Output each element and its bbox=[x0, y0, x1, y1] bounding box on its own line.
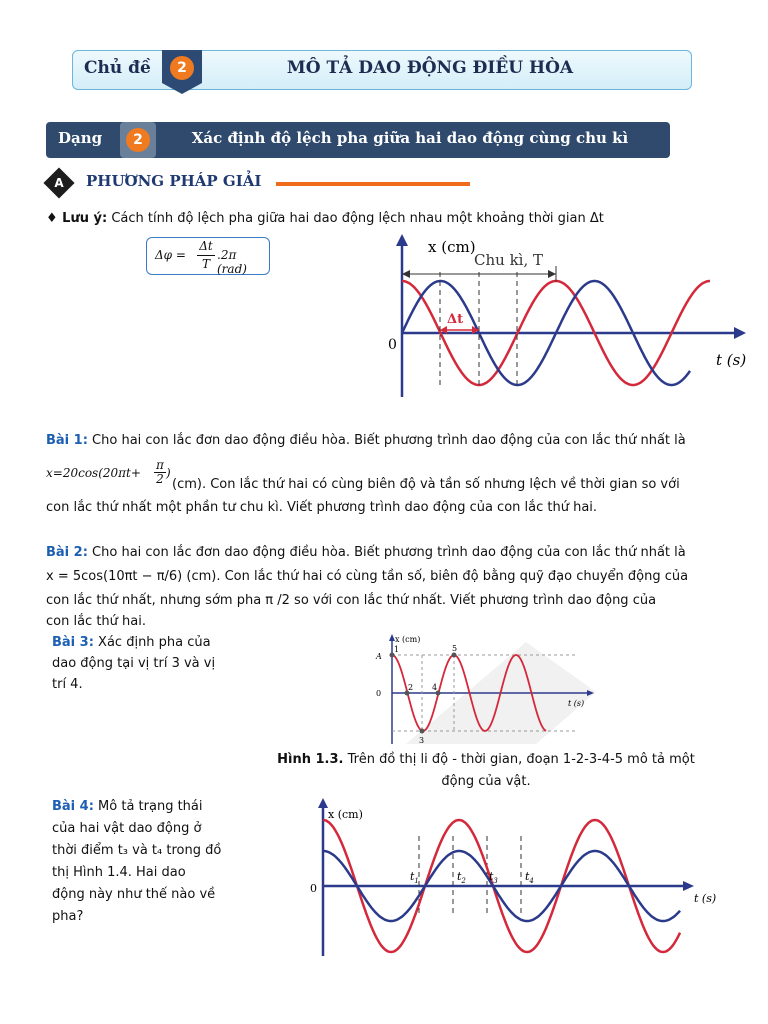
formula-fraction-bar bbox=[197, 255, 215, 256]
fig1-period-label: Chu kì, T bbox=[474, 251, 543, 269]
type-title: Xác định độ lệch pha giữa hai dao động cùng chu kì bbox=[191, 129, 629, 147]
topic-number: 2 bbox=[170, 56, 194, 80]
section-underline bbox=[276, 182, 470, 186]
problem-4-block bbox=[52, 796, 228, 928]
problem-1-eq-den: 2 bbox=[156, 472, 164, 486]
fig3-t3 bbox=[489, 870, 498, 885]
fig1-x-arrow-icon bbox=[734, 327, 746, 339]
formula-den: T bbox=[201, 257, 210, 271]
problem-2-text-4: con lắc thứ hai. bbox=[46, 614, 146, 629]
section-letter: A bbox=[54, 176, 64, 190]
problem-4-text-1: Mô tả trạng thái bbox=[93, 799, 203, 814]
fig2-point-3 bbox=[420, 729, 425, 734]
fig3-t4-base: t bbox=[525, 870, 530, 883]
problem-4-label: Bài 4: bbox=[52, 799, 94, 814]
problem-4-text-2: của hai vật dao động ở bbox=[52, 821, 202, 836]
figure-phase-shift bbox=[380, 232, 760, 402]
problem-4-text-5: động này như thế nào về bbox=[52, 887, 216, 902]
fig1-xlabel: t (s) bbox=[716, 351, 747, 369]
problem-3-line-1 bbox=[52, 632, 242, 653]
figure-1-3-caption-line-1 bbox=[256, 752, 716, 767]
fig3-t2 bbox=[457, 870, 466, 885]
problem-1-text-1: Cho hai con lắc đơn dao động điều hòa. Biết phương trình dao động của con lắc thứ nhất là bbox=[87, 433, 686, 448]
problem-3-text-3: trí 4. bbox=[52, 677, 83, 692]
problem-4-text-4: thị Hình 1.4. Hai dao bbox=[52, 865, 186, 880]
figure-1-3-caption-text-1: Trên đồ thị li độ - thời gian, đoạn 1-2-3-4-5 mô tả một bbox=[343, 752, 695, 767]
section-title: PHƯƠNG PHÁP GIẢI bbox=[86, 172, 262, 190]
problem-3-label: Bài 3: bbox=[52, 635, 94, 650]
problem-4-line-1 bbox=[52, 796, 228, 818]
fig1-period-arrow-right-icon bbox=[548, 270, 556, 278]
fig3-t3-sub: 3 bbox=[493, 877, 498, 885]
fig3-t2-base: t bbox=[457, 870, 462, 883]
fig3-t3-base: t bbox=[489, 870, 494, 883]
problem-2-text-2: x = 5cos(10πt − π/6) (cm). Con lắc thứ hai có cùng tần số, biên độ bằng quỹ đạo chuyển động của bbox=[46, 569, 689, 584]
problem-1-text-2: (cm). Con lắc thứ hai có cùng biên độ và tần số nhưng lệch về thời gian so với bbox=[172, 477, 680, 492]
fig2-label-2: 2 bbox=[408, 683, 414, 692]
fig3-xlabel: t (s) bbox=[694, 892, 717, 905]
fig2-ylabel: x (cm) bbox=[395, 635, 421, 644]
fig2-label-3: 3 bbox=[419, 736, 425, 745]
fig1-y-arrow-icon bbox=[396, 234, 408, 246]
fig3-t1-base: t bbox=[410, 870, 415, 883]
problem-4-text-3: thời điểm t₃ và t₄ trong đồ bbox=[52, 843, 222, 858]
fig3-t2-sub: 2 bbox=[461, 877, 466, 885]
phase-formula-box bbox=[146, 237, 270, 275]
problem-1-label: Bài 1: bbox=[46, 433, 88, 448]
problem-1-line-1 bbox=[46, 429, 724, 453]
problem-1-eq-pre: x=20cos(20πt+ bbox=[46, 466, 141, 480]
fig3-t1-sub: 1 bbox=[414, 877, 419, 885]
fig2-label-1: 1 bbox=[394, 645, 400, 654]
fig1-dt-label: Δt bbox=[447, 312, 464, 327]
fig2-label-5: 5 bbox=[452, 644, 458, 653]
problem-2-line-1 bbox=[46, 541, 724, 565]
type-label: Dạng bbox=[58, 129, 103, 147]
figure-1-3-caption-text-2: động của vật. bbox=[441, 774, 531, 789]
formula-num: Δt bbox=[199, 239, 213, 253]
fig3-t4-sub: 4 bbox=[529, 877, 534, 885]
fig3-t1 bbox=[410, 870, 419, 885]
figure-1-4 bbox=[300, 796, 730, 964]
problem-2-label: Bài 2: bbox=[46, 545, 88, 560]
problem-1-eq-num: π bbox=[156, 458, 164, 472]
topic-label: Chủ đề bbox=[84, 58, 151, 78]
formula-rhs: .2π (rad) bbox=[217, 248, 247, 276]
fig2-label-4: 4 bbox=[432, 683, 438, 692]
fig2-amp: A bbox=[376, 652, 382, 661]
fig2-point-5 bbox=[452, 653, 457, 658]
note-prefix: ♦ Lưu ý: bbox=[46, 211, 108, 226]
type-number: 2 bbox=[126, 128, 150, 152]
note-line bbox=[46, 211, 604, 226]
fig3-origin: 0 bbox=[310, 882, 317, 895]
fig3-ylabel: x (cm) bbox=[328, 808, 363, 821]
problem-2-text-1: Cho hai con lắc đơn dao động điều hòa. Biết phương trình dao động của con lắc thứ nhất là bbox=[87, 545, 686, 560]
problem-4-text-6: pha? bbox=[52, 909, 84, 924]
problem-3-block bbox=[52, 632, 242, 695]
problem-1-eq-post: ) bbox=[166, 466, 171, 480]
fig2-origin: 0 bbox=[376, 689, 382, 698]
formula-lhs: Δφ = bbox=[155, 248, 186, 262]
fig3-y-arrow-icon bbox=[318, 798, 328, 808]
fig1-ylabel: x (cm) bbox=[428, 238, 476, 256]
figure-1-3 bbox=[366, 632, 598, 748]
figure-1-3-caption-bold: Hình 1.3. bbox=[277, 752, 344, 767]
fig3-t4 bbox=[525, 870, 534, 885]
topic-title: MÔ TẢ DAO ĐỘNG ĐIỀU HÒA bbox=[286, 58, 574, 78]
fig3-x-arrow-icon bbox=[683, 881, 694, 891]
problem-3-text-1: Xác định pha của bbox=[93, 635, 211, 650]
fig2-xlabel: t (s) bbox=[568, 699, 585, 708]
fig1-origin: 0 bbox=[388, 337, 397, 353]
note-text: Cách tính độ lệch pha giữa hai dao động lệch nhau một khoảng thời gian Δt bbox=[107, 211, 604, 226]
problem-2-text-3: con lắc thứ nhất, nhưng sớm pha π /2 so với con lắc thứ nhất. Viết phương trình dao động của bbox=[46, 593, 657, 608]
problem-1-text-3: con lắc thứ nhất một phần tư chu kì. Viết phương trình dao động của con lắc thứ hai. bbox=[46, 500, 598, 515]
problem-3-text-2: dao động tại vị trí 3 và vị bbox=[52, 656, 216, 671]
